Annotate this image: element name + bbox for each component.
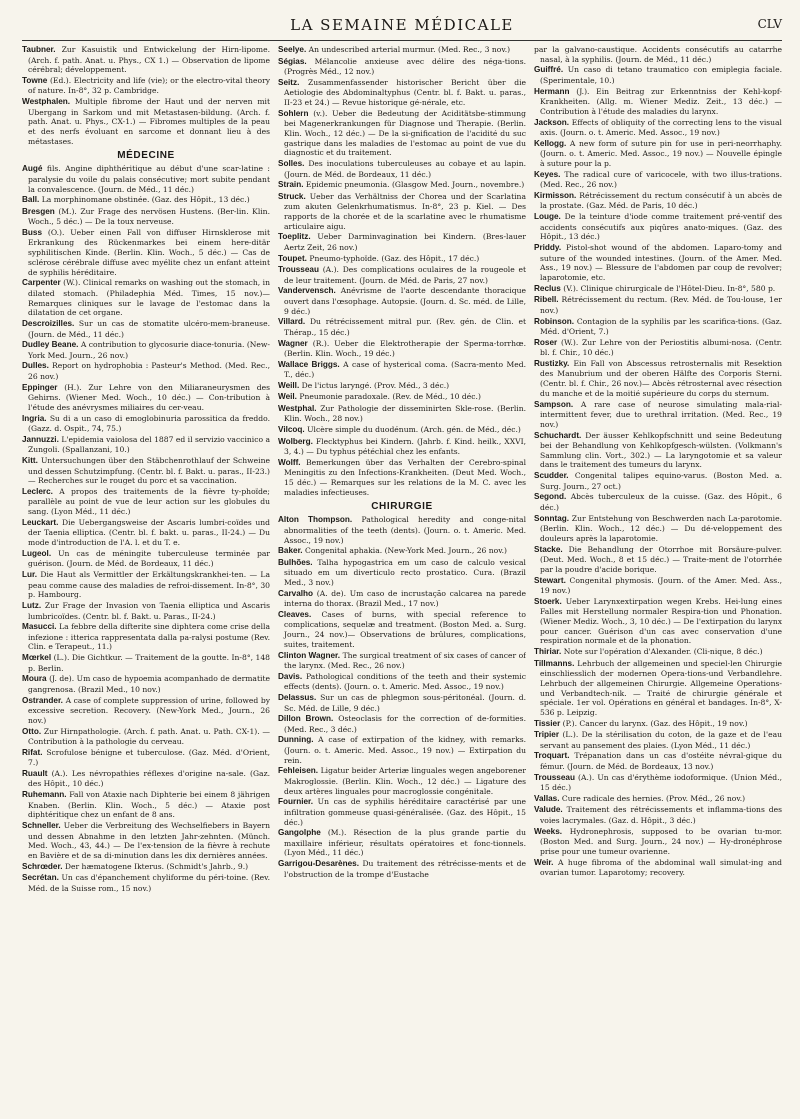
bibliography-entry (534, 794, 782, 805)
section-heading: MÉDECINE (117, 149, 175, 161)
entry-author: Wagner (278, 338, 308, 348)
column-right (534, 45, 782, 1115)
entry-author: Sampson. (534, 399, 574, 409)
entry-author: Weeks. (534, 826, 563, 836)
bibliography-entry (534, 471, 782, 491)
bibliography-entry (22, 164, 270, 194)
bibliography-entry (22, 653, 270, 673)
entry-author: Schrœder. (22, 861, 63, 871)
entry-text: Fall von Ataxie nach Diphterie bei einem 8 jährigen Knaben. (Berlin. Klin. Woch., 5 déc.) — Ataxie post diphtéritique chez un enfant de 8 ans. (28, 790, 270, 820)
bibliography-entry (278, 672, 526, 692)
bibliography-entry (278, 515, 526, 545)
entry-author: Bulhões. (278, 557, 313, 567)
entry-text: Ueber Larynxextirpation wegen Krebs. Hei-lung eines Falles mit Herstellung normaler Respira-tion und Phonation. (Wiener Mediz. Woch., 3, 10 déc.) — De l'extirpation du larynx pour cancer. Guérison d'un cas avec conservation d'une respiration normale et de la phonation. (540, 596, 782, 646)
entry-text: Pneumonie paradoxale. (Rev. de Méd., 10 déc.) (299, 392, 481, 402)
entry-text: Sur un cas de stomatite ulcéro-mem-braneuse. (Journ. de Méd., 11 déc.) (28, 319, 270, 339)
entry-text: Zur Frage der Invasion von Taenia elliptica und Ascaris lumbricoïdes. (Centr. bl. f. Bakt. u. Paras., II-24.) (28, 601, 270, 621)
entry-author: Rifat. (22, 747, 43, 757)
entry-author: Westphal. (278, 403, 317, 413)
bibliography-entry (534, 805, 782, 825)
entry-text: De l'ictus laryngé. (Prov. Méd., 3 déc.) (301, 380, 450, 390)
entry-text: Zur Kasuistik und Entwickelung der Hirn-lipome. (Arch. f. path. Anat. u. Phys., CX 1.) — Observation de lipome cérébral; développement. (28, 45, 270, 75)
bibliography-entry (534, 45, 782, 64)
entry-text: (M.). Zur Frage des nervösen Hustens. (Ber-lin. Klin. Woch., 5 déc.) — De la toux nerveuse. (28, 206, 270, 227)
entry-author: Kellogg. (534, 138, 567, 148)
columns (22, 45, 782, 1115)
entry-text: (P.). Cancer du larynx. (Gaz. des Hôpit., 19 nov.) (562, 718, 748, 728)
entry-text: (v.). Ueber die Bedeutung der Aciditätsbe-stimmung bei Magenerkrankungen für Diagnose und Therapie. (Berlin. Klin. Woch., 12 déc.) — De la si-gnification de l'acidité du suc gastrique dans les maladies de l'estomac au point de vue du diagnostic et du traitement. (284, 108, 526, 158)
entry-text: fils. Angine diphthéritique au début d'une scar-latine : paralysie du voile du palais consécutive; mort subite pendant la convalescence. (Journ. de Méd., 11 déc.) (28, 164, 270, 194)
entry-text: Multiple fibrome der Haut und der nerven mit Ubergang in Sarkom und mit Metastasen-bildung. (Arch. f. path. Anat. u. Phys., CX-1.) — Fibromes multiples de la peau et des nerfs évoluant en sarcome et donnant lieu à des métastases. (28, 97, 270, 146)
bibliography-entry (278, 45, 526, 56)
entry-author: Reclus (534, 283, 561, 293)
entry-text: Congenital aphakia. (New-York Med. Journ., 26 nov.) (305, 546, 508, 556)
bibliography-entry (534, 212, 782, 242)
entry-text: Scrofulose bénigne et tuberculose. (Gaz. Méd. d'Orient, 7.) (28, 747, 270, 768)
bibliography-entry (22, 414, 270, 434)
bibliography-entry (22, 361, 270, 381)
bibliography-entry (534, 338, 782, 358)
entry-text: La morphinomane obstinée. (Gaz. des Hôpit., 13 déc.) (41, 195, 250, 205)
entry-author: Trousseau (534, 772, 575, 782)
entry-text: Effects of obliquity of the correcting lens to the visual axis. (Journ. o. t. Americ. Med. Assoc., 19 nov.) (540, 117, 782, 138)
bibliography-entry (22, 228, 270, 277)
entry-author: Cleaves. (278, 609, 312, 619)
column-middle (278, 45, 526, 1115)
entry-author: Ruault (22, 768, 48, 778)
entry-author: Robinson. (534, 316, 575, 326)
entry-author: Baker. (278, 546, 303, 556)
entry-author: Louge. (534, 212, 561, 222)
entry-author: Dillon Brown. (278, 714, 334, 724)
entry-author: Wolberg. (278, 436, 313, 446)
bibliography-entry (278, 437, 526, 457)
bibliography-entry (534, 597, 782, 646)
bibliography-entry (534, 773, 782, 793)
entry-author: Jackson. (534, 117, 570, 127)
entry-text: De la teinture d'iode comme traitement pré-ventif des accidents consécutifs aux piqûres anato-miques. (Gaz. des Hôpit., 13 déc.) (540, 212, 782, 242)
entry-text: Un cas de méningite tuberculeuse terminée par guérison. (Journ. de Méd. de Bordeaux, 11 déc.) (28, 548, 270, 569)
entry-author: Ségias. (278, 56, 307, 66)
entry-text: Bemerkungen über das Verhalten der Cerebro-spinal Meningitis zu den Infections-Krankheiten. (Deut Med. Woch., 15 déc.) — Remarques sur les relations de la M. C. avec les maladies infectieuses. (284, 457, 526, 497)
entry-text: Rétrécissement du rectum consécutif à un abcès de la prostate. (Gaz. Méd. de Paris, 10 déc.) (540, 190, 782, 211)
bibliography-entry (278, 392, 526, 403)
journal-title: LA SEMAINE MÉDICALE (290, 16, 514, 34)
entry-text: Su di a un caso di emoglobinuria parossitica da freddo. (Gazz. d. Ospit., 74, 75.) (28, 413, 270, 434)
entry-author: Vandervensch. (278, 286, 336, 296)
entry-author: Seitz. (278, 77, 300, 87)
entry-text: Zusammenfassender historischer Bericht über die Aetiologie des Abdominaltyphus (Centr. bl. f. Bakt. u. paras., II-23 et 24.) — Revue historique gé-nérale, etc. (284, 77, 526, 107)
entry-text: Zur Pathologie der disseminirten Skle-rose. (Berlin. Klin. Woch., 28 nov.) (284, 403, 526, 424)
entry-author: Lugeol. (22, 548, 52, 558)
entry-text: (V.). Clinique chirurgicale de l'Hôtel-Dieu. In-8°, 580 p. (563, 283, 776, 293)
entry-author: Bresgen (22, 206, 55, 216)
bibliography-entry (22, 435, 270, 455)
entry-text: (L.). Die Gichtkur. — Traitement de la goutte. In-8°, 148 p. Berlin. (28, 653, 270, 673)
entry-text: Ein Fall von Abscessus retrosternalis mit Resektion des Manubrium und der oberen Hälfte des Corporis Sterni. (Centr. bl. f. Chir., 26 nov.)— Abcès rétrosternal avec résection du manche et de la moitié supérieure du corps du sternum. (540, 358, 782, 398)
bibliography-entry (534, 514, 782, 544)
bibliography-entry (534, 170, 782, 190)
entry-text: Der äusser Kehlkopfschnitt und seine Bedeutung bei der Behandlung von Kehlkopfgesch-wülsten. (Volkmann's Sammlung clin. Vort., 302.) — La laryngotomie et sa valeur dans le traitement des tumeurs du larynx. (540, 430, 782, 470)
bibliography-entry (534, 191, 782, 211)
entry-text: Die Haut als Vermittler der Erkältungskrankhei-ten. — La peau comme cause des maladies de refroi-dissement. In-8°, 30 p. Hambourg. (28, 570, 270, 600)
entry-author: Tissier (534, 718, 561, 728)
entry-author: Toeplitz. (278, 232, 311, 242)
entry-author: Schuchardt. (534, 430, 582, 440)
entry-text: Congenital phymosis. (Journ. of the Amer. Med. Ass., 19 nov.) (540, 575, 782, 595)
entry-text: (A.). Un cas d'érythème iodoformique. (Union Méd., 15 déc.) (540, 772, 782, 793)
entry-text: Trépanation dans un cas d'ostéite névral-gique du fémur. (Journ. de Méd. de Bordeaux, 13 nov.) (540, 751, 782, 771)
entry-author: Vallas. (534, 793, 560, 803)
bibliography-entry (22, 622, 270, 652)
entry-text: Osteoclasis for the correction of de-formities. (Med. Rec., 3 déc.) (284, 714, 526, 734)
entry-author: Garrigou-Desarènes. (278, 859, 359, 869)
entry-text: A propos des traitements de la fièvre ty-phoïde; parallèle au point de vue de leur action sur les globules du sang. (Lyon Méd., 11 déc.) (28, 486, 270, 517)
entry-author: Villard. (278, 317, 306, 327)
entry-author: Westphalen. (22, 97, 71, 107)
bibliography-entry (278, 610, 526, 650)
bibliography-entry (534, 858, 782, 878)
entry-text: (A. de). Um caso de incrustação calcarea na parede interna do thorax. (Brazil Med., 17 nov.) (284, 588, 526, 609)
entry-text: The surgical treatment of six cases of cancer of the larynx. (Med. Rec., 26 nov.) (284, 650, 526, 671)
bibliography-entry (22, 862, 270, 873)
bibliography-entry (534, 243, 782, 283)
bibliography-entry (278, 78, 526, 108)
bibliography-entry (278, 192, 526, 232)
entry-author: Kitt. (22, 456, 38, 466)
bibliography-entry (22, 383, 270, 413)
entry-author: Jannuzzi. (22, 434, 59, 444)
bibliography-entry (278, 859, 526, 879)
entry-text: (L.). De la stérilisation du coton, de la gaze et de l'eau servant au pansement des plaies. (Lyon Méd., 11 déc.) (540, 730, 782, 750)
entry-author: Carpenter (22, 278, 61, 288)
entry-text: par la galvano-caustique. Accidents consécutifs au catarrhe nasal, à la syphilis. (Journ. de Méd., 11 déc.) (534, 45, 782, 64)
bibliography-entry (278, 180, 526, 191)
bibliography-entry (534, 400, 782, 430)
entry-text: Un cas d'épanchement chyliforme du péri-toine. (Rev. Méd. de la Suisse rom., 15 nov.) (28, 873, 270, 893)
entry-text: Ulcère simple du duodénum. (Arch. gén. de Méd., déc.) (307, 425, 521, 435)
entry-author: Weir. (534, 857, 554, 867)
bibliography-entry (22, 97, 270, 146)
bibliography-entry (22, 518, 270, 548)
entry-text: Pneumo-typhoïde. (Gaz. des Hôpit., 17 déc.) (309, 253, 480, 263)
entry-text: Flecktyphus bei Kindern. (Jahrb. f. Kind. heilk., XXVI, 3, 4.) — Du typhus pétéchial chez les enfants. (284, 436, 526, 457)
bibliography-entry (278, 339, 526, 359)
entry-text: (O.). Ueber einen Fall von diffuser Hirnsklerose mit Erkrankung des Rückenmarkes bei einem here-ditär syphilitischen Kinde. (Berlin. Klin. Woch., 5 déc.) — Cas de sclérose cérébrale diffuse avec myélite chez un enfant atteint de syphilis héréditaire. (28, 227, 270, 277)
entry-author: Stewart. (534, 575, 566, 585)
entry-author: Kirmisson. (534, 190, 577, 200)
entry-text: (A.). Des complications oculaires de la rougeole et de leur traitement. (Journ. de Méd. de Paris, 27 nov.) (284, 265, 526, 285)
entry-text: Pathological conditions of the teeth and their systemic effects (dents). (Journ. o. t. Americ. Med. Assoc., 19 nov.) (284, 671, 526, 692)
entry-author: Troquart. (534, 751, 570, 761)
bibliography-entry (534, 576, 782, 596)
entry-text: Der hæmatogene Ikterus. (Schmidt's Jahrb., 9.) (64, 861, 249, 871)
entry-author: Lur. (22, 570, 38, 580)
bibliography-entry (22, 769, 270, 789)
entry-text: Hydronephrosis, supposed to be ovarian tu-mor. (Boston Med. and Surg. Journ., 24 nov.) — Hy-dronéphrose prise pour une tumeur ovarienne. (540, 826, 782, 856)
entry-text: Die Behandlung der Otorrhoe mit Borsäure-pulver. (Deut. Med. Woch., 8 et 15 déc.) — Traite-ment de l'otorrhée par la poudre d'acide borique. (540, 544, 782, 574)
entry-author: Ostrander. (22, 695, 63, 705)
entry-text: A contribution to glycosurie diace-tonuria. (New-York Med. Journ., 26 nov.) (28, 340, 270, 360)
entry-author: Mœrkel (22, 653, 52, 663)
bibliography-entry (278, 109, 526, 158)
entry-text: (J.). Ein Beitrag zur Erkenntniss der Kehl-kopf-Krankheiten. (Allg. m. Wiener Mediz. Zeit., 13 déc.) — Contribution à l'étude des maladies du larynx. (540, 86, 782, 116)
bibliography-entry (22, 790, 270, 820)
column-left (22, 45, 270, 1115)
bibliography-entry (22, 727, 270, 747)
entry-author: Ball. (22, 195, 40, 205)
entry-author: Leuckart. (22, 517, 59, 527)
entry-text: Ueber die Verbreitung des Wechselfiebers in Bayern und dessen Abnahme in den letzten Jahr-zehnten. (Münch. Med. Woch., 43, 44.) — De l'ex-tension de la fièvre à rechute en Bavière et de sa di-minution dans les dix dernières années. (28, 821, 270, 861)
entry-text: (A.). Les névropathies réflexes d'origine na-sale. (Gaz. des Hôpit., 10 déc.) (28, 768, 270, 789)
bibliography-entry (22, 601, 270, 621)
entry-text: Abcès tuberculeux de la cuisse. (Gaz. des Hôpit., 6 déc.) (540, 492, 782, 512)
bibliography-entry (278, 404, 526, 424)
bibliography-entry (278, 381, 526, 392)
entry-text: Ueber Darminvagination bei Kindern. (Bres-lauer Aertz Zeit, 26 nov.) (284, 232, 526, 252)
entry-text: (W.). Zur Lehre von der Periostitis albumi-nosa. (Centr. bl. f. Chir., 10 déc.) (540, 337, 782, 358)
entry-author: Carvalho (278, 588, 314, 598)
bibliography-entry (22, 195, 270, 206)
entry-author: Solles. (278, 159, 305, 169)
bibliography-entry (278, 458, 526, 498)
entry-text: La febbre della difterite sine diphtera come crise della infezione : itterica rappresentata dalla pa-ralysi postume (Rev. Clin. e Terapeut., 11.) (28, 622, 270, 652)
entry-author: Struck. (278, 191, 306, 201)
bibliography-entry (22, 873, 270, 893)
entry-author: Fehleisen. (278, 766, 319, 776)
entry-author: Moura (22, 674, 47, 684)
entry-author: Valude. (534, 805, 563, 815)
entry-author: Hermann (534, 86, 570, 96)
entry-author: Ribell. (534, 295, 559, 305)
entry-text: Mélancolie anxieuse avec délire des néga-tions. (Progrès Méd., 12 nov.) (284, 56, 526, 76)
bibliography-entry (534, 359, 782, 399)
entry-author: Ingria. (22, 413, 47, 423)
bibliography-entry (278, 735, 526, 765)
bibliography-entry (22, 674, 270, 694)
entry-author: Rustizky. (534, 358, 570, 368)
bibliography-entry (534, 492, 782, 512)
entry-text: A rare case of neurose simulating mala-rial-intermittent fever, due to urethral irritation. (Med. Rec., 19 nov.) (540, 399, 782, 429)
section-heading: CHIRURGIE (371, 500, 433, 512)
entry-author: Gangolphe (278, 828, 321, 838)
entry-author: Davis. (278, 671, 303, 681)
bibliography-entry (278, 693, 526, 713)
entry-author: Stacke. (534, 544, 563, 554)
entry-text: Die Uebergangsweise der Ascaris lumbri-coïdes und der Taenia elliptica. (Centr. bl. f. bakt. u. paras., II-24.) — Du mode d'introduction de l'A. l. et du T. e. (28, 517, 270, 548)
entry-text: Sur un cas de phlegmon sous-péritonéal. (Journ. d. Sc. Méd. de Lille, 9 déc.) (284, 693, 526, 713)
entry-text: Du traitement des rétrécisse-ments et de l'obstruction de la trompe d'Eustache (284, 859, 526, 879)
entry-text: Epidemic pneumonia. (Glasgow Med. Journ., novembre.) (305, 180, 525, 190)
bibliography-entry (22, 340, 270, 360)
entry-author: Weill. (278, 380, 300, 390)
entry-author: Ruhemann. (22, 790, 67, 800)
running-head (22, 10, 782, 41)
entry-author: Clinton Wagner. (278, 650, 341, 660)
bibliography-entry (278, 232, 526, 252)
entry-author: Vilcoq. (278, 425, 305, 435)
entry-author: Trousseau (278, 265, 319, 275)
entry-author: Eppinger (22, 382, 58, 392)
bibliography-entry (22, 748, 270, 768)
bibliography-entry (278, 425, 526, 436)
bibliography-entry (534, 87, 782, 117)
entry-author: Thiriar. (534, 647, 562, 657)
entry-author: Augé (22, 164, 43, 174)
entry-text: Ueber das Verhältniss der Chorea und der Scarlatina zum akuten Gelenkrhumatismus. In-8°, 23 p. Kiel. — Des rapports de la chorée et de la scarlatine avec le rhumatisme articulaire aigu. (284, 191, 526, 231)
entry-author: Priddy. (534, 243, 562, 253)
entry-author: Keyes. (534, 169, 561, 179)
bibliography-entry (278, 651, 526, 671)
entry-author: Fournier. (278, 797, 314, 807)
entry-author: Schneller. (22, 821, 61, 831)
entry-text: Untersuchungen über den Stäbchenrothlauf der Schweine und dessen Schutzimpfung. (Centr. bl. f. Bakt. u. paras., II-23.) — Recherches sur le rouget du porc et sa vaccination. (28, 456, 270, 486)
entry-text: Ligatur beider Arteriæ linguales wegen angeborener Makroglossie. (Berlin. Klin. Woch., 12 déc.) — Ligature des deux artères linguales pour macroglossie congénitale. (284, 766, 526, 796)
bibliography-entry (534, 751, 782, 771)
entry-author: Dudley Beane. (22, 340, 79, 350)
entry-text: Traitement des rétrécissements et inflamma-tions des voies lacrymales. (Gaz. d. Hôpit., 3 déc.) (540, 805, 782, 825)
bibliography-entry (22, 696, 270, 726)
entry-author: Guiffré. (534, 65, 564, 75)
entry-text: (H.). Zur Lehre von den Miliaraneurysmen des Gehirns. (Wiener Med. Woch., 10 déc.) — Con-tribution à l'étude des anévrysmes miliaires du cer-veau. (28, 382, 270, 412)
bibliography-entry (22, 278, 270, 318)
entry-text: Talha hypogastrica em um caso de calculo vesical situado em um diverticulo recto prostatico. Cura. (Brazil Med., 3 nov.) (284, 557, 526, 587)
entry-text: L'epidemia vaiolosa del 1887 ed il servizio vaccinico a Zungoli. (Spallanzani, 10.) (28, 434, 270, 455)
bibliography-entry (278, 766, 526, 796)
bibliography-entry (278, 57, 526, 77)
bibliography-entry (22, 487, 270, 517)
bibliography-entry (534, 730, 782, 750)
entry-text: Congenital talipes equino-varus. (Boston Med. a. Surg. Journ., 27 oct.) (540, 471, 782, 491)
entry-text: (J. de). Um caso de hypoemia acompanhado de dermatite gangrenosa. (Brazil Med., 10 nov.) (28, 674, 270, 694)
entry-text: Rétrécissement du rectum. (Rev. Méd. de Tou-louse, 1er nov.) (540, 295, 782, 315)
bibliography-entry (22, 456, 270, 486)
entry-author: Secrétan. (22, 873, 59, 883)
bibliography-entry (278, 589, 526, 609)
bibliography-entry (22, 319, 270, 339)
entry-author: Delassus. (278, 693, 317, 703)
bibliography-entry (534, 284, 782, 295)
entry-author: Tillmanns. (534, 658, 575, 668)
bibliography-entry (22, 570, 270, 600)
bibliography-entry (278, 828, 526, 858)
bibliography-entry (278, 317, 526, 337)
entry-text: Pistol-shot wound of the abdomen. Laparo-tomy and suture of the wounded intestines. (Journ. of the Amer. Med. Ass., 19 nov.) — Blessure de l'abdomen par coup de revolver; laparotomie, etc. (540, 243, 782, 283)
entry-author: Stoerk. (534, 596, 562, 606)
bibliography-entry (278, 546, 526, 557)
entry-author: Descroizilles. (22, 319, 75, 329)
bibliography-entry (278, 558, 526, 588)
bibliography-entry (278, 265, 526, 285)
entry-author: Toupet. (278, 253, 307, 263)
bibliography-entry (534, 545, 782, 575)
entry-text: Zur Hirnpathologie. (Arch. f. path. Anat. u. Path. CX-1). — Contribution à la pathologie du cerveau. (28, 726, 270, 747)
entry-author: Alton Thompson. (278, 515, 353, 525)
entry-author: Strain. (278, 180, 304, 190)
entry-author: Wolff. (278, 457, 301, 467)
entry-text: (R.). Ueber die Elektrotherapie der Sperma-torrhœ. (Berlin. Klin. Woch., 19 déc.) (284, 338, 526, 358)
entry-text: (M.). Résection de la plus grande partie du maxillaire inférieur, résultats opératoires et fonc-tionnels. (Lyon Méd., 11 déc.) (284, 828, 526, 858)
entry-text: Lehrbuch der allgemeinen und speciel-len Chirurgie einschliesslich der modernen Opera-tions-und Verbandlehre. Lehrbuch der allgemeinen Chirurgie. Allgemeine Operations-und Verbandtech-nik. — Traité de chirurgie générale et spéciale. 1er vol. Opérations en général et bandages. In-8°, X-536 p. Leipzig. (540, 658, 782, 717)
bibliography-entry (534, 647, 782, 658)
bibliography-entry (534, 118, 782, 138)
page-number: CLV (757, 17, 782, 31)
entry-author: Weil. (278, 392, 297, 402)
bibliography-entry (278, 797, 526, 827)
entry-author: Leclerc. (22, 486, 53, 496)
entry-text: Un cas de syphilis héréditaire caractérisé par une infiltration gommeuse quasi-généralisée. (Gaz. des Hôpit., 15 déc.) (284, 797, 526, 827)
entry-text: Report on hydrophobia : Pasteur's Method. (Med. Rec., 26 nov.) (28, 361, 270, 381)
entry-author: Towne (22, 75, 48, 85)
entry-text: (W.). Clinical remarks on washing out the stomach, in dilated stomach. (Philadephia Méd. Times, 15 nov.)— Remarques cliniques sur le lavage de l'estomac dans la dilatation de cet organe. (28, 278, 270, 318)
entry-author: Sonntag. (534, 513, 570, 523)
entry-text: Contagion de la syphilis par les scarifica-tions. (Gaz. Méd. d'Orient, 7.) (540, 316, 782, 336)
bibliography-entry (278, 286, 526, 316)
entry-author: Roser (534, 337, 558, 347)
entry-text: Des inoculations tuberculeuses au cobaye et au lapin. (Journ. de Méd. de Bordeaux, 11 déc.) (284, 159, 526, 179)
bibliography-entry (22, 549, 270, 569)
entry-author: Tripier (534, 730, 560, 740)
entry-text: Cases of burns, with special reference to complications, sequelæ and treatment. (Boston Med. a. Surg. Journ., 24 nov.)— Observations de brûlures, complications, suites, traitement. (284, 609, 526, 649)
entry-text: An undescribed arterial murmur. (Med. Rec., 3 nov.) (308, 45, 511, 54)
entry-text: The radical cure of varicocele, with two illus-trations. (Med. Rec., 26 nov.) (540, 169, 782, 190)
bibliography-entry (534, 719, 782, 730)
bibliography-entry (278, 360, 526, 380)
bibliography-entry (534, 139, 782, 169)
entry-author: Taubner. (22, 45, 56, 54)
entry-text: A case of extirpation of the kidney, with remarks. (Journ. o. t. Americ. Med. Assoc., 19 nov.) — Extirpation du rein. (284, 735, 526, 765)
entry-text: Pathological heredity and conge-nital abnormalities of the teeth (dents). (Journ. o. t. Americ. Med. Assoc., 19 nov.) (284, 515, 526, 545)
bibliography-entry (534, 431, 782, 471)
bibliography-entry (534, 659, 782, 718)
bibliography-entry (278, 159, 526, 179)
entry-author: Wallace Briggs. (278, 359, 340, 369)
bibliography-entry (278, 714, 526, 734)
entry-text: Zur Entstehung von Beschwerden nach La-parotomie. (Berlin. Klin. Woch., 12 déc.) — Du dé-veloppement des douleurs après la laparotomie. (540, 513, 782, 543)
entry-text: A new form of suture pin for use in peri-neorrhaphy. (Journ. o. t. Americ. Med. Assoc., 19 nov.) — Nouvelle épingle à suture pour la p. (540, 138, 782, 169)
bibliography-entry (534, 827, 782, 857)
bibliography-entry (278, 254, 526, 265)
entry-author: Dunning. (278, 735, 314, 745)
entry-author: Segond. (534, 492, 567, 502)
bibliography-entry (22, 45, 270, 75)
entry-text: A huge fibroma of the abdominal wall simulat-ing and ovarian tumor. Laparotomy; recovery. (540, 857, 782, 877)
entry-text: Cure radicale des hernies. (Prov. Méd., 26 nov.) (561, 793, 746, 803)
entry-text: Note sur l'opération d'Alexander. (Cli-nique, 8 déc.) (563, 647, 763, 657)
entry-text: Anévrisme de l'aorte descendante thoracique ouvert dans l'œsophage. Autopsie. (Journ. d. Sc. méd. de Lille, 9 déc.) (284, 286, 526, 316)
bibliography-entry (22, 821, 270, 861)
bibliography-entry (22, 207, 270, 227)
entry-author: Dulles. (22, 361, 49, 371)
bibliography-entry (534, 317, 782, 337)
entry-author: Seelye. (278, 45, 307, 54)
entry-author: Buss (22, 227, 43, 237)
entry-text: Du rétrécissement mitral pur. (Rev. gén. de Clin. et Thérap., 15 déc.) (284, 317, 526, 337)
entry-text: Un caso di tetano traumatico con emiplegia faciale. (Sperimentale, 10.) (540, 65, 782, 85)
entry-author: Scudder. (534, 471, 569, 481)
entry-author: Masucci. (22, 622, 57, 632)
entry-author: Sohlern (278, 108, 309, 118)
bibliography-entry (22, 76, 270, 96)
entry-author: Otto. (22, 726, 42, 736)
bibliography-entry (534, 295, 782, 315)
entry-text: A case of hysterical coma. (Sacra-mento Med. T., déc.) (284, 359, 526, 380)
entry-text: A case of complete suppression of urine, followed by excessive secretion. Recovery. (New-York Med., Journ., 26 nov.) (28, 695, 270, 725)
entry-author: Lutz. (22, 601, 42, 611)
entry-text: (Ed.). Electricity and life (vie); or the electro-vital theory of nature. In-8°, 32 p. Cambridge. (28, 75, 270, 96)
bibliography-entry (534, 65, 782, 85)
